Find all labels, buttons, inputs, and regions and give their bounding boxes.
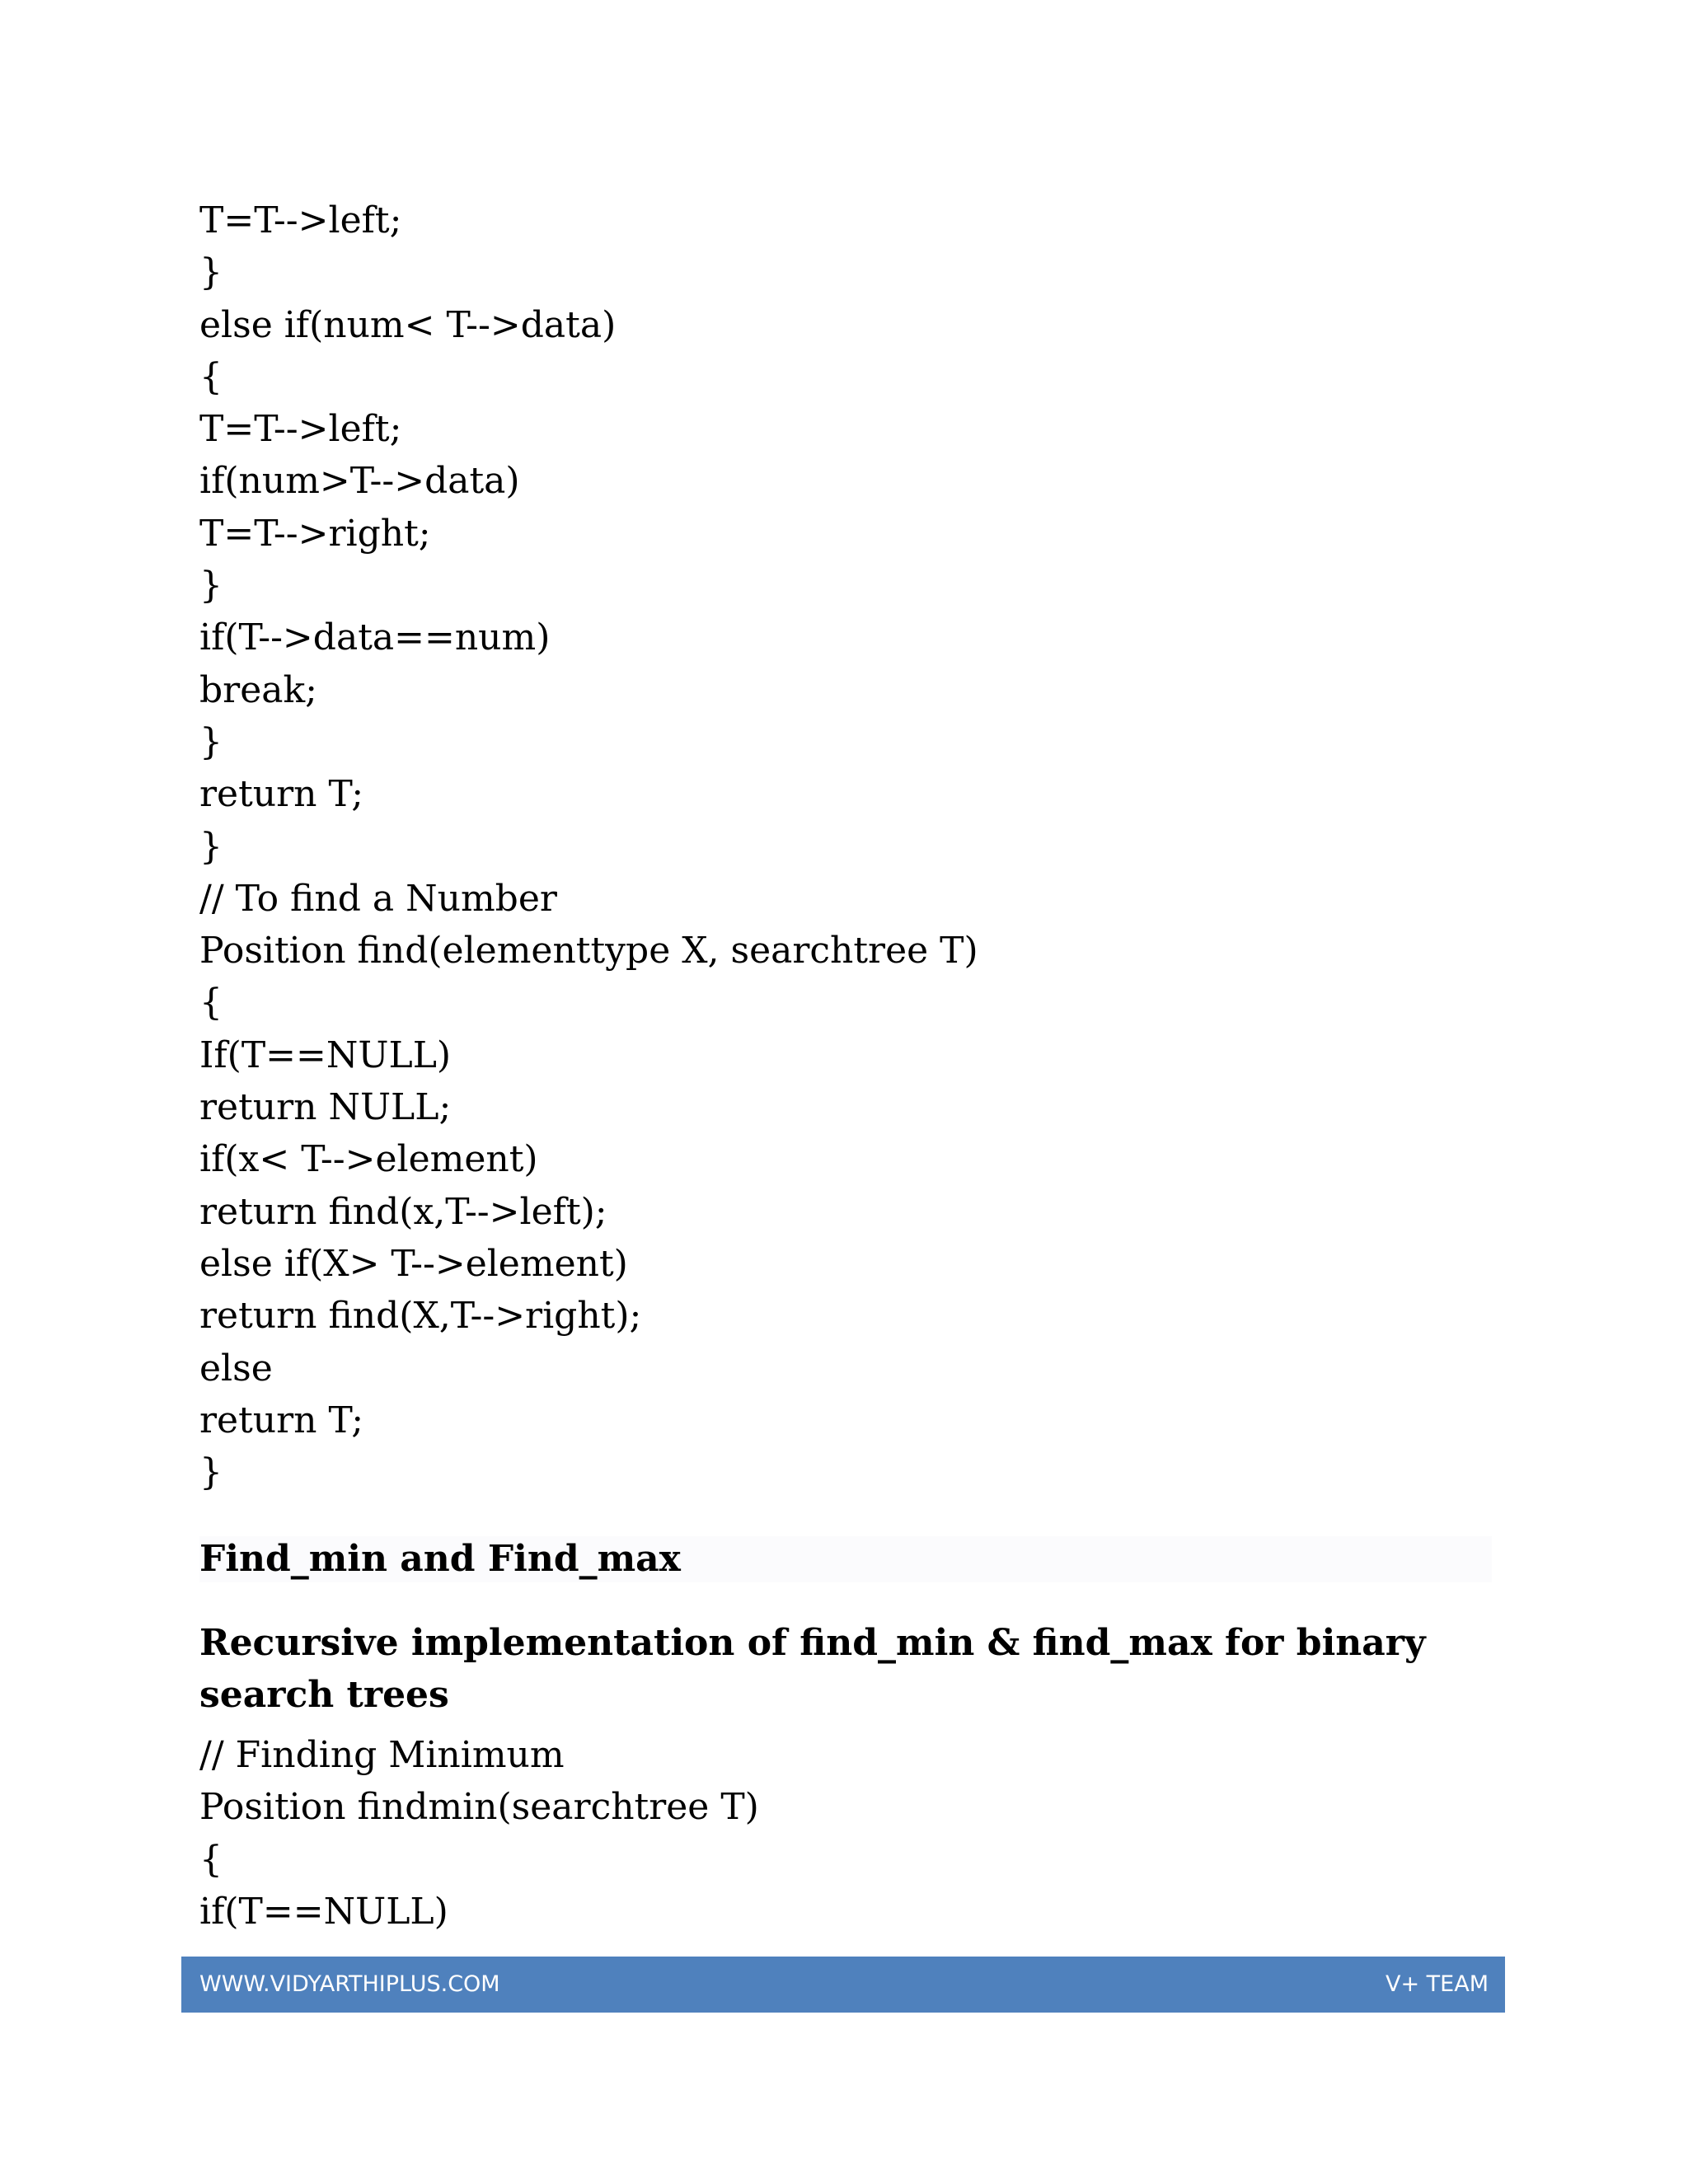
code-line: return T;: [199, 773, 364, 816]
footer-website: WWW.VIDYARTHIPLUS.COM: [199, 1971, 500, 1997]
code-line: else: [199, 1347, 273, 1390]
code-line: T=T-->right;: [199, 512, 431, 555]
code-line: }: [199, 1451, 223, 1494]
code-line: {: [199, 355, 223, 398]
footer-team: V+ TEAM: [1386, 1971, 1489, 1997]
section-heading: Find_min and Find_max: [199, 1538, 681, 1580]
code-line: {: [199, 1838, 223, 1881]
code-line: return find(X,T-->right);: [199, 1295, 642, 1338]
code-line: return NULL;: [199, 1086, 452, 1129]
code-line: else if(X> T-->element): [199, 1242, 628, 1285]
page-footer: [181, 1957, 1505, 2013]
code-line: }: [199, 251, 223, 294]
code-line: if(T-->data==num): [199, 616, 551, 659]
code-line: If(T==NULL): [199, 1033, 452, 1076]
code-line: Position find(elementtype X, searchtree T): [199, 930, 978, 972]
subsection-heading: Recursive implementation of find_min & find_max for binary search trees: [199, 1622, 1426, 1716]
code-line: return find(x,T-->left);: [199, 1190, 607, 1233]
code-line: if(T==NULL): [199, 1890, 448, 1933]
code-line: }: [199, 720, 223, 763]
code-line: else if(num< T-->data): [199, 303, 617, 346]
code-comment: // Finding Minimum: [199, 1734, 565, 1776]
code-line: {: [199, 982, 223, 1024]
code-line: T=T-->left;: [199, 408, 402, 451]
code-line: T=T-->left;: [199, 199, 402, 241]
code-line: if(x< T-->element): [199, 1138, 538, 1181]
code-line: return T;: [199, 1399, 364, 1441]
code-line: break;: [199, 668, 317, 711]
code-line: if(num>T-->data): [199, 460, 520, 503]
code-line: }: [199, 825, 223, 868]
code-block-findmin: [199, 1729, 1485, 1938]
code-line: Position findmin(searchtree T): [199, 1786, 759, 1829]
code-comment: // To find a Number: [199, 877, 557, 920]
code-line: }: [199, 565, 223, 607]
code-block-find: [199, 194, 1485, 1498]
